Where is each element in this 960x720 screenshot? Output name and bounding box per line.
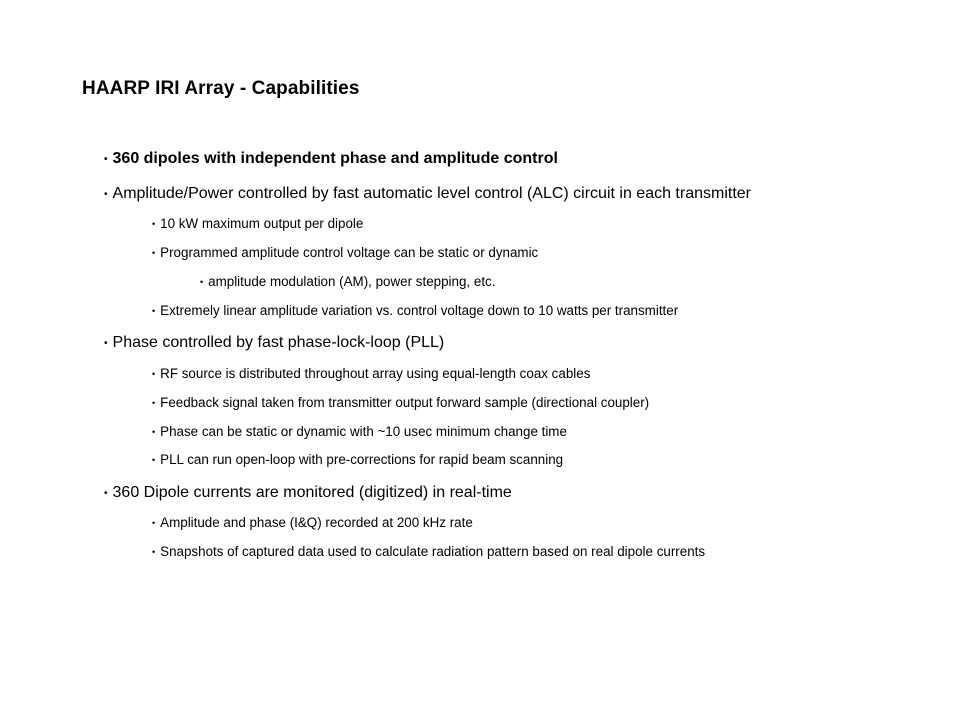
- bullet-dot: •: [152, 427, 156, 437]
- bullet-dot: •: [104, 488, 108, 499]
- slide-title: HAARP IRI Array - Capabilities: [82, 78, 360, 99]
- bullet-level1: [104, 150, 558, 168]
- bullet-level1: [104, 334, 444, 352]
- bullet-text: PLL can run open-loop with pre-corrections for rapid beam scanning: [160, 452, 564, 467]
- bullet-text: Extremely linear amplitude variation vs. control voltage down to 10 watts per transmitter: [160, 303, 679, 318]
- bullet-level3: [200, 274, 495, 289]
- bullet-dot: •: [152, 219, 156, 229]
- bullet-dot: •: [152, 369, 156, 379]
- bullet-dot: •: [104, 189, 108, 200]
- bullet-level1: [104, 484, 512, 502]
- bullet-dot: •: [152, 306, 156, 316]
- bullet-text: Programmed amplitude control voltage can be static or dynamic: [160, 245, 539, 260]
- bullet-dot: •: [104, 154, 108, 165]
- bullet-text: Amplitude/Power controlled by fast automatic level control (ALC) circuit in each transmitter: [112, 185, 751, 202]
- bullet-text: Amplitude and phase (I&Q) recorded at 200 kHz rate: [160, 515, 473, 530]
- bullet-text: Phase can be static or dynamic with ~10 usec minimum change time: [160, 424, 567, 439]
- bullet-dot: •: [200, 277, 204, 287]
- bullet-level2: [152, 216, 363, 231]
- bullet-dot: •: [152, 547, 156, 557]
- bullet-level2: [152, 424, 567, 439]
- bullet-level1: [104, 185, 751, 203]
- bullet-level2: [152, 366, 590, 381]
- bullet-text: Phase controlled by fast phase-lock-loop (PLL): [112, 334, 445, 351]
- bullet-text: 10 kW maximum output per dipole: [160, 216, 364, 231]
- bullet-level2: [152, 395, 649, 410]
- bullet-dot: •: [104, 338, 108, 349]
- bullet-level2: [152, 515, 473, 530]
- bullet-text: 360 Dipole currents are monitored (digitized) in real-time: [112, 484, 512, 501]
- bullet-dot: •: [152, 398, 156, 408]
- bullet-level2: [152, 245, 538, 260]
- bullet-dot: •: [152, 518, 156, 528]
- bullet-text: 360 dipoles with independent phase and amplitude control: [112, 150, 558, 167]
- bullet-dot: •: [152, 455, 156, 465]
- bullet-dot: •: [152, 248, 156, 258]
- bullet-level2: [152, 544, 705, 559]
- bullet-level2: [152, 303, 678, 318]
- bullet-level2: [152, 452, 563, 467]
- bullet-text: Snapshots of captured data used to calculate radiation pattern based on real dipole currents: [160, 544, 706, 559]
- bullet-text: amplitude modulation (AM), power stepping, etc.: [208, 274, 496, 289]
- bullet-text: Feedback signal taken from transmitter output forward sample (directional coupler): [160, 395, 650, 410]
- bullet-text: RF source is distributed throughout array using equal-length coax cables: [160, 366, 591, 381]
